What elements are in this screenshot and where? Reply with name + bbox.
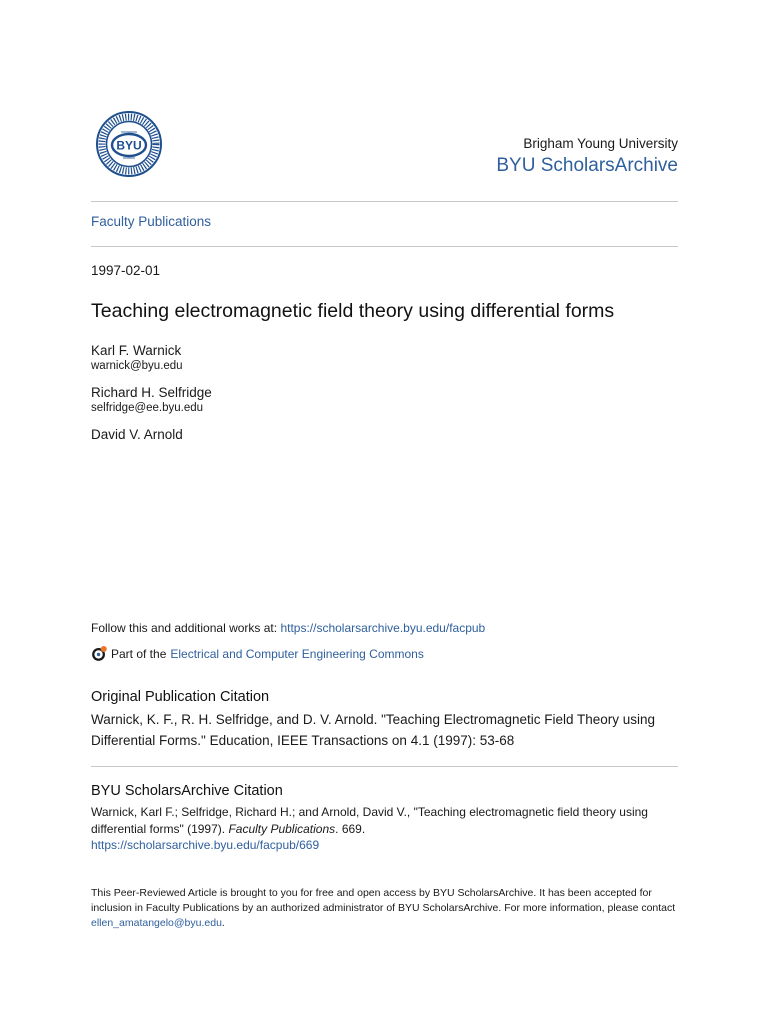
- commons-link[interactable]: Electrical and Computer Engineering Commons: [170, 646, 424, 661]
- commons-network-icon: [91, 645, 108, 662]
- follow-line: [91, 621, 485, 635]
- access-notice-end: .: [221, 917, 225, 929]
- byu-seal-logo: [96, 111, 162, 177]
- author-entry: [91, 342, 212, 374]
- institution-block: [496, 136, 678, 177]
- facpub-link[interactable]: https://scholarsarchive.byu.edu/facpub: [280, 621, 486, 635]
- author-list: [91, 342, 212, 453]
- author-name: Karl F. Warnick: [91, 343, 182, 358]
- contact-email-link[interactable]: ellen_amatangelo@byu.edu: [91, 917, 222, 929]
- author-entry: [91, 384, 212, 416]
- access-notice: [91, 886, 678, 931]
- seal-text: BYU: [116, 138, 142, 153]
- original-citation-text: Warnick, K. F., R. H. Selfridge, and D. V. Arnold. "Teaching Electromagnetic Field Theory using Differential Forms." Education, IEEE Transactions on 4.1 (1997): 53-68: [91, 712, 656, 748]
- citation-url-link[interactable]: https://scholarsarchive.byu.edu/facpub/669: [91, 838, 320, 852]
- citation-series: Faculty Publications: [228, 821, 336, 836]
- institution-name: Brigham Young University: [523, 136, 678, 151]
- divider: [91, 201, 678, 202]
- author-email: warnick@byu.edu: [91, 360, 183, 372]
- author-name: Richard H. Selfridge: [91, 385, 212, 400]
- byu-citation-heading: BYU ScholarsArchive Citation: [91, 783, 283, 799]
- cover-page: [91, 0, 678, 1024]
- scholarsarchive-link[interactable]: BYU ScholarsArchive: [496, 155, 678, 176]
- commons-line: [91, 645, 424, 662]
- access-notice-text: This Peer-Reviewed Article is brought to you for free and open access by BYU ScholarsArchive. It has been accepted for inclusion in Faculty Publications by an authorized administrator of BYU ScholarsArchive. For more information, please contact: [91, 887, 676, 914]
- original-citation-heading: Original Publication Citation: [91, 689, 270, 705]
- byu-citation-text: [91, 804, 678, 854]
- commons-prefix: Part of the: [111, 646, 167, 661]
- author-email: selfridge@ee.byu.edu: [91, 402, 204, 414]
- publication-date: 1997-02-01: [91, 263, 161, 278]
- divider: [91, 766, 678, 767]
- divider: [91, 246, 678, 247]
- citation-number: . 669.: [335, 821, 366, 836]
- collection-link[interactable]: Faculty Publications: [91, 214, 212, 229]
- article-title: Teaching electromagnetic field theory using differential forms: [91, 300, 615, 322]
- author-name: David V. Arnold: [91, 427, 183, 442]
- author-entry: [91, 426, 212, 443]
- follow-prefix: Follow this and additional works at:: [91, 621, 281, 635]
- citation-body: Warnick, Karl F.; Selfridge, Richard H.; and Arnold, David V., "Teaching electromagnetic field theory using differential forms" (1997).: [91, 805, 648, 836]
